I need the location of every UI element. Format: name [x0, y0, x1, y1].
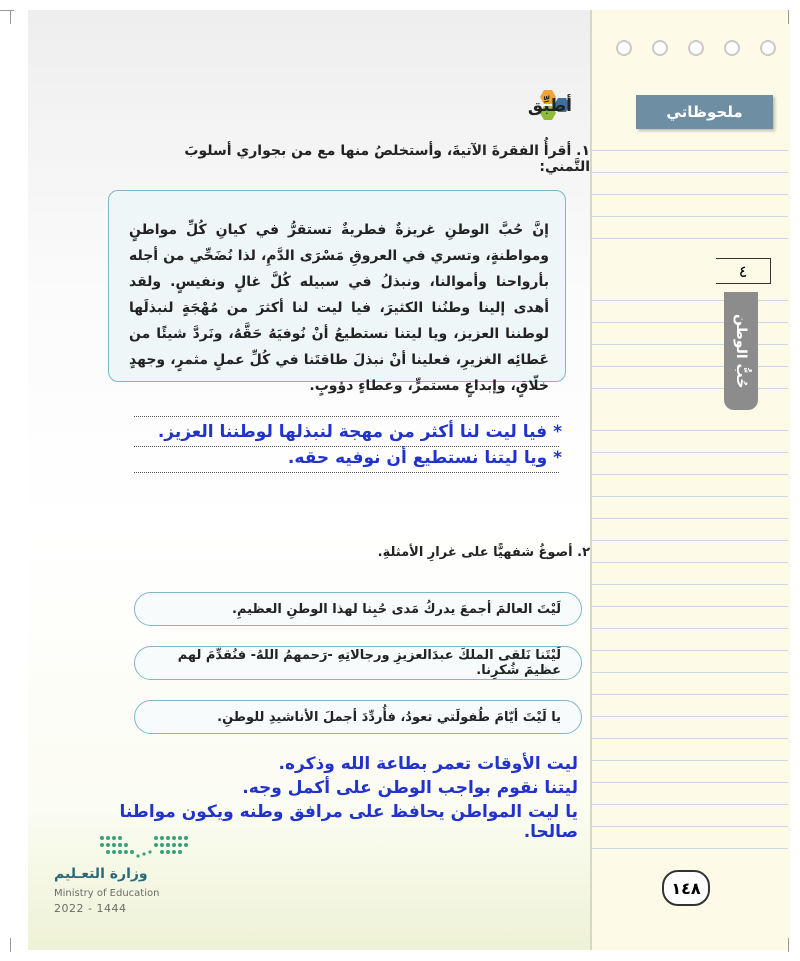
- answer-dotted-line: [134, 416, 559, 417]
- reading-passage: [108, 190, 566, 394]
- example-box: [134, 646, 582, 680]
- example-text: لَيْتَ العالمَ أجمعَ يدركُ مَدى حُبِنا لهذا الوطنِ العظيمِ.: [232, 601, 561, 617]
- crop-mark: [788, 938, 789, 952]
- binder-hole: [616, 40, 632, 56]
- notes-ruled-line: [592, 782, 788, 783]
- notes-column: [590, 10, 790, 950]
- notes-ruled-line: [592, 760, 788, 761]
- question-1-prompt: ١. أقرأُ الفقرةَ الآتيةَ، وأستخلصُ منها مع من بجواري أسلوبَ التَّمني:: [184, 143, 590, 175]
- notes-ruled-line: [592, 172, 788, 173]
- binder-hole: [688, 40, 704, 56]
- ministry-name-english: Ministry of Education: [54, 888, 160, 899]
- notes-ruled-line: [592, 238, 788, 239]
- notes-ruled-line: [592, 216, 788, 217]
- question-2-prompt: ٢. أصوغُ شفهيًّا على غرارِ الأمثلةِ.: [377, 545, 590, 560]
- notes-ruled-line: [592, 826, 788, 827]
- crop-mark: [10, 938, 11, 952]
- notes-ruled-line: [592, 562, 788, 563]
- answer-line: * ويا ليتنا نستطيع أن نوفيه حقه.: [287, 448, 562, 468]
- section-title: أطبِّق: [527, 96, 572, 116]
- example-box: [134, 592, 582, 626]
- notes-ruled-line: [592, 496, 788, 497]
- example-box: [134, 700, 582, 734]
- notes-ruled-line: [592, 672, 788, 673]
- passage-text: إنَّ حُبَّ الوطنِ غريزةٌ فطريةٌ تستقرُّ في كيانِ كُلِّ مواطنٍ ومواطنةٍ، وتسري في العروقِ مَسْرَى الدَّمِ، لذا نُضَحِّي من أجله بأرواحنا وأموالنا، ونبذلُ في سبيله كُلَّ غالٍ ونفيسٍ. ولقد أهدى إلينا وطنُنا الكثيرَ، فيا ليت لنا أكثرَ من مُهْجَةٍ لنبذلَها لوطننا العزيز، ويا ليتنا نستطيعُ أنْ نُوفيَهُ حَقَّهُ، ونَردَّ شيئًا من عَطائِه الغزيرِ، فعلينا أنْ نبذلَ طاقتَنا في كُلِّ عملٍ مثمرٍ، وجهدٍ خلّاقٍ، وإبداعٍ مستمرٍّ، وعطاءٍ دؤوبٍ.: [129, 222, 549, 394]
- notes-ruled-line: [592, 584, 788, 585]
- notes-ruled-line: [592, 694, 788, 695]
- notes-ruled-line: [592, 474, 788, 475]
- binder-hole: [652, 40, 668, 56]
- notes-ruled-line: [592, 344, 788, 345]
- notes-ruled-line: [592, 804, 788, 805]
- notes-ruled-line: [592, 540, 788, 541]
- notes-ruled-line: [592, 150, 788, 151]
- notes-ruled-line: [592, 194, 788, 195]
- crop-mark: [0, 10, 14, 11]
- chapter-tab: [724, 292, 758, 410]
- binder-hole: [760, 40, 776, 56]
- notes-ruled-line: [592, 430, 788, 431]
- handwritten-answer: يا ليت المواطن يحافظ على مرافق وطنه ويكون مواطنا صالحا.: [119, 802, 578, 842]
- notes-ruled-line: [592, 388, 788, 389]
- chapter-tab-title: حُبُّ الوطن: [733, 313, 749, 389]
- notes-ruled-line: [592, 452, 788, 453]
- binder-hole: [724, 40, 740, 56]
- notes-header: ملحوظاتي: [636, 95, 773, 129]
- notes-ruled-line: [592, 848, 788, 849]
- handwritten-answer: ليت الأوقات تعمر بطاعة الله وذكره.: [278, 754, 578, 774]
- notes-ruled-line: [592, 650, 788, 651]
- notes-ruled-line: [592, 300, 788, 301]
- notes-ruled-line: [592, 628, 788, 629]
- notes-ruled-line: [592, 606, 788, 607]
- notes-ruled-line: [592, 518, 788, 519]
- notes-ruled-line: [592, 366, 788, 367]
- notes-ruled-line: [592, 738, 788, 739]
- crop-mark: [10, 10, 11, 24]
- chapter-number: ٤: [716, 258, 771, 284]
- ministry-name-arabic: وزارة التعـليم: [54, 866, 148, 882]
- edition-year: 2022 - 1444: [54, 902, 127, 915]
- answer-dotted-line: [134, 446, 559, 447]
- page-number: ١٤٨: [662, 870, 710, 906]
- notes-ruled-line: [592, 322, 788, 323]
- answer-line: * فيا ليت لنا أكثر من مهجة لنبذلها لوطننا العزيز.: [157, 422, 562, 442]
- example-text: لَيْتَنا نَلقى الملكَ عبدَالعزيزِ ورجالاتِهِ -رَحمهمُ اللهُ- فنُقدِّمَ لهم عظيمَ شُكرِنا.: [177, 648, 561, 678]
- notes-ruled-line: [592, 716, 788, 717]
- example-text: يا لَيْتَ أيّامَ طُفولَتي تعودُ، فأُردِّدَ أجملَ الأناشيدِ للوطنِ.: [217, 709, 561, 725]
- handwritten-answer: ليتنا نقوم بواجب الوطن على أكمل وجه.: [242, 778, 578, 798]
- ministry-logo-icon: [98, 832, 190, 862]
- answer-dotted-line: [134, 472, 559, 473]
- crop-mark: [788, 10, 789, 24]
